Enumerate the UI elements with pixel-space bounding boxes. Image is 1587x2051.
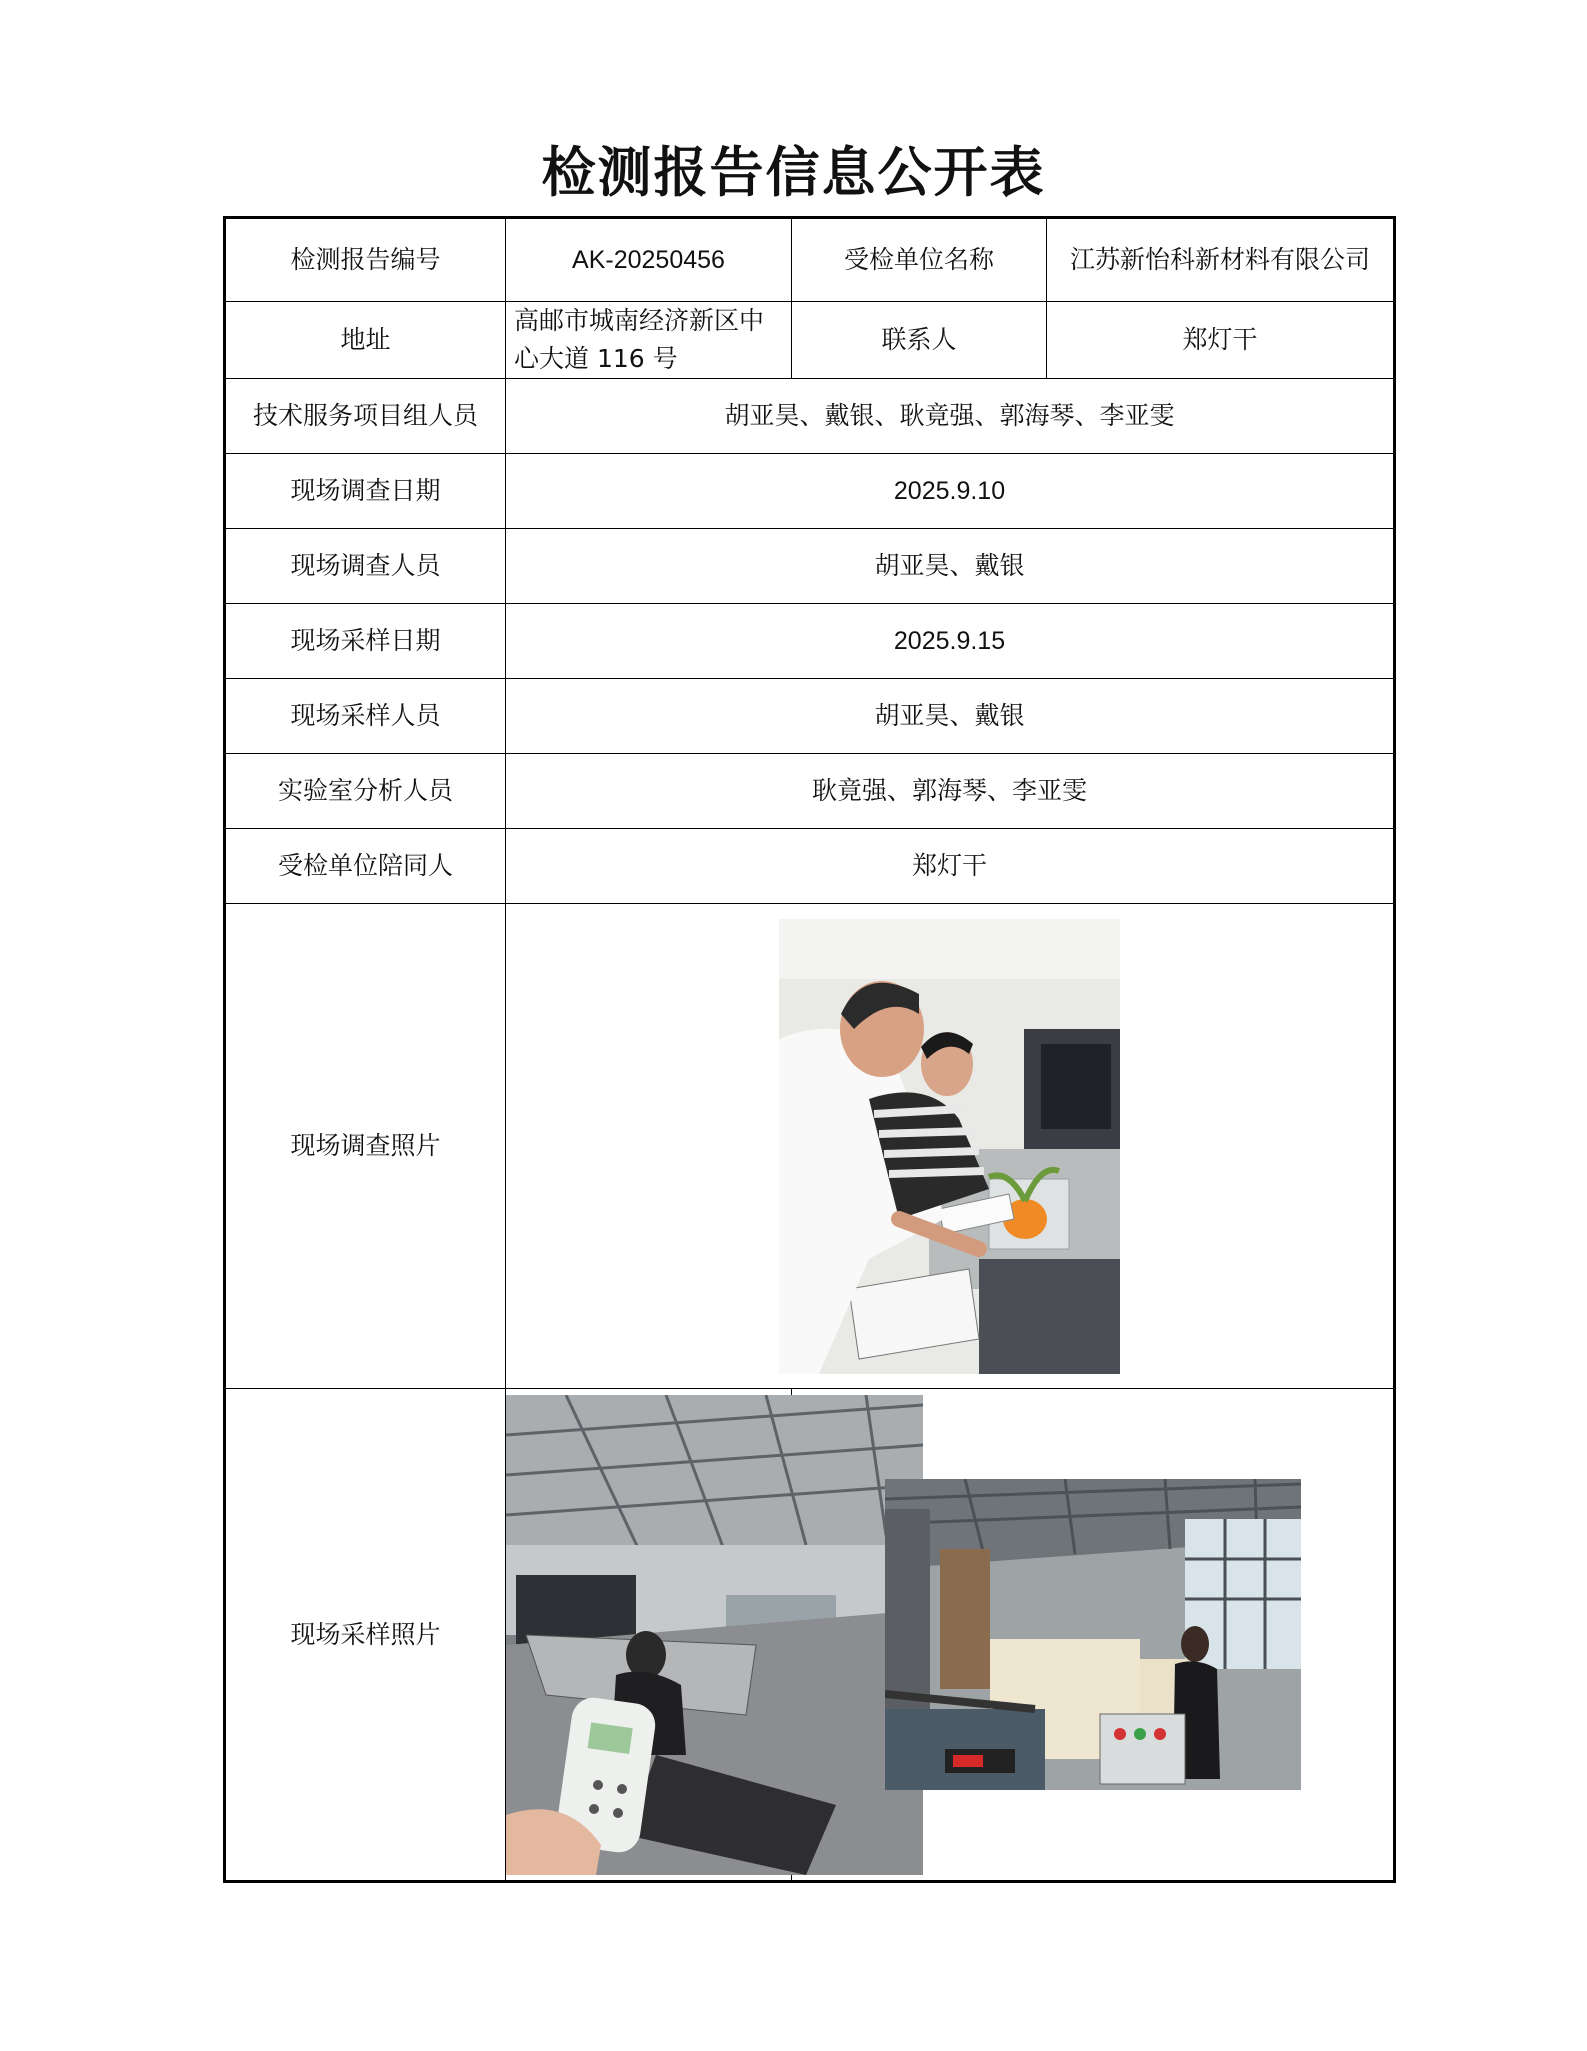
sampling-photo-1 <box>506 1395 923 1875</box>
table-row <box>225 829 1395 904</box>
table-row <box>225 679 1395 754</box>
table-row <box>225 1389 1395 1882</box>
survey-photo-cell <box>506 904 1395 1389</box>
survey-staff-value: 胡亚昊、戴银 <box>506 529 1395 604</box>
table-row <box>225 379 1395 454</box>
address-label: 地址 <box>225 302 506 379</box>
sampling-date-label: 现场采样日期 <box>225 604 506 679</box>
unit-name-value: 江苏新怡科新材料有限公司 <box>1047 218 1395 302</box>
sampling-staff-value: 胡亚昊、戴银 <box>506 679 1395 754</box>
lab-staff-value: 耿竟强、郭海琴、李亚雯 <box>506 754 1395 829</box>
sampling-date-value: 2025.9.15 <box>506 604 1395 679</box>
page-title: 检测报告信息公开表 <box>541 140 1046 204</box>
sampling-photo-label: 现场采样照片 <box>225 1389 506 1882</box>
report-info-table <box>223 216 1396 1883</box>
sampling-staff-label: 现场采样人员 <box>225 679 506 754</box>
survey-date-value: 2025.9.10 <box>506 454 1395 529</box>
report-no-label: 检测报告编号 <box>225 218 506 302</box>
address-value: 高邮市城南经济新区中心大道 116 号 <box>506 302 792 379</box>
table-row <box>225 454 1395 529</box>
table-row <box>225 754 1395 829</box>
survey-staff-label: 现场调查人员 <box>225 529 506 604</box>
table-row <box>225 302 1395 379</box>
escort-value: 郑灯干 <box>506 829 1395 904</box>
survey-photo <box>779 919 1120 1374</box>
team-value: 胡亚昊、戴银、耿竟强、郭海琴、李亚雯 <box>506 379 1395 454</box>
table-row <box>225 604 1395 679</box>
lab-staff-label: 实验室分析人员 <box>225 754 506 829</box>
escort-label: 受检单位陪同人 <box>225 829 506 904</box>
unit-name-label: 受检单位名称 <box>792 218 1047 302</box>
contact-value: 郑灯干 <box>1047 302 1395 379</box>
sampling-photo-2 <box>885 1479 1301 1790</box>
sampling-photo-cell-1 <box>506 1389 792 1882</box>
table-row <box>225 529 1395 604</box>
report-no-value: AK-20250456 <box>506 218 792 302</box>
survey-photo-label: 现场调查照片 <box>225 904 506 1389</box>
table-row <box>225 218 1395 302</box>
team-label: 技术服务项目组人员 <box>225 379 506 454</box>
contact-label: 联系人 <box>792 302 1047 379</box>
table-row <box>225 904 1395 1389</box>
survey-date-label: 现场调查日期 <box>225 454 506 529</box>
